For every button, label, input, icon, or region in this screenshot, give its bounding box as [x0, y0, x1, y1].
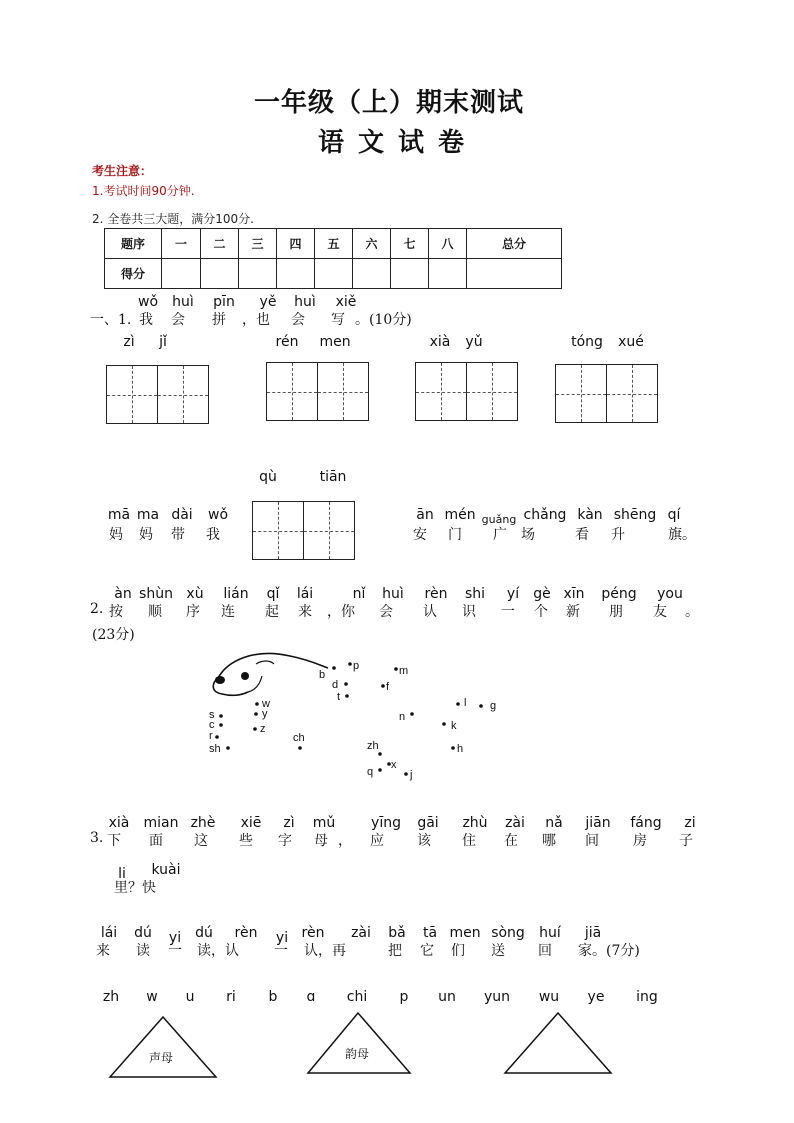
q3-hanzi-line-2: 里？快: [114, 880, 156, 896]
question-number: 2.: [90, 601, 104, 617]
hanzi: 家。(7分): [578, 943, 640, 959]
pinyin: ān: [416, 507, 434, 523]
pinyin: dài: [171, 507, 193, 523]
hanzi: 安: [413, 527, 427, 543]
letter: k: [451, 720, 457, 732]
letter: zh: [367, 740, 379, 752]
syllable[interactable]: yun: [483, 989, 511, 1005]
hanzi: 这: [194, 833, 208, 849]
pinyin: yí: [506, 586, 520, 602]
seal-mouth: [248, 676, 262, 692]
pinyin: mǔ: [312, 815, 336, 831]
pinyin: mén: [444, 507, 476, 523]
q1-hanzi-row: [0, 309, 794, 329]
pinyin: wǒ: [207, 507, 229, 523]
page-title: 一年级（上）期末测试: [254, 88, 525, 118]
house-shengmu[interactable]: [110, 1017, 216, 1077]
pinyin: huí: [539, 925, 561, 941]
hanzi: 认: [423, 604, 437, 620]
pinyin: lái: [100, 925, 118, 941]
syllable[interactable]: un: [438, 989, 456, 1005]
pinyin: sòng: [491, 925, 525, 941]
hanzi: 我: [139, 312, 153, 328]
hanzi: 写: [331, 312, 345, 328]
writing-grid-4[interactable]: [555, 364, 658, 423]
hanzi: 些: [239, 833, 253, 849]
hanzi: ，也: [242, 312, 270, 328]
score-header-cell: 一: [162, 229, 201, 259]
letter: r: [209, 730, 213, 742]
hanzi: 会: [171, 312, 185, 328]
syllable[interactable]: ye: [587, 989, 605, 1005]
writing-grid-2[interactable]: [266, 362, 369, 421]
house-label-shengmu: 声母: [149, 1051, 174, 1065]
syllable[interactable]: p: [399, 989, 409, 1005]
dot: [253, 727, 257, 731]
seal-head-outline: [218, 653, 328, 678]
pinyin: zhù: [462, 815, 488, 831]
pinyin: nǎ: [545, 815, 563, 831]
dot: [255, 702, 259, 706]
hanzi: 。: [685, 604, 699, 620]
score-header-cell: 四: [277, 229, 315, 259]
hanzi: 回: [538, 943, 552, 959]
hanzi: 一: [501, 604, 515, 620]
letter: m: [399, 665, 409, 677]
pinyin: tóng: [571, 334, 603, 350]
pinyin: men: [319, 334, 351, 350]
question-number: 3.: [90, 830, 104, 846]
hanzi: 下: [107, 833, 121, 849]
hanzi: 个: [534, 604, 548, 620]
pinyin: you: [657, 586, 683, 602]
pinyin: yīng: [371, 815, 401, 831]
dot: [254, 712, 258, 716]
syllable[interactable]: wu: [538, 989, 560, 1005]
hanzi: 来: [96, 943, 110, 959]
pinyin: gè: [533, 586, 551, 602]
dot-to-dot-seal[interactable]: [200, 640, 520, 790]
hanzi: 一: [274, 943, 288, 959]
pinyin: fáng: [630, 815, 662, 831]
hanzi: 拼: [212, 312, 226, 328]
pinyin: pīn: [213, 294, 235, 310]
hanzi: 子: [679, 833, 693, 849]
pinyin: rén: [275, 334, 299, 350]
q3-hanzi-row-3: [0, 940, 794, 960]
score-input-cell[interactable]: [429, 259, 467, 289]
hanzi: 识: [462, 604, 476, 620]
score-header-cell: 二: [201, 229, 239, 259]
notice-heading: 考生注意：: [92, 164, 153, 178]
dot: [442, 722, 446, 726]
score-table: [104, 228, 562, 289]
pinyin: shùn: [139, 586, 173, 602]
pinyin: mā: [107, 507, 131, 523]
score-header-cell: 七: [391, 229, 429, 259]
dot: [378, 752, 382, 756]
pinyin: bǎ: [388, 925, 406, 941]
dot: [381, 684, 385, 688]
pinyin: xià: [429, 334, 451, 350]
dot: [344, 682, 348, 686]
letter: f: [386, 681, 390, 693]
pinyin: kuài: [151, 862, 181, 878]
pinyin: jiān: [585, 815, 611, 831]
dot: [394, 667, 398, 671]
score-table-header-row: [105, 229, 562, 259]
pinyin: chǎng: [523, 507, 567, 523]
score-header-cell: 五: [315, 229, 353, 259]
letter: t: [337, 691, 341, 703]
hanzi: 住: [462, 833, 476, 849]
score-input-cell[interactable]: [162, 259, 201, 289]
hanzi: 按: [109, 604, 123, 620]
dot: [332, 666, 336, 670]
house-empty[interactable]: [505, 1013, 611, 1073]
hanzi: 妈: [109, 527, 123, 543]
hanzi: 会: [291, 312, 305, 328]
hanzi: 送: [491, 943, 505, 959]
pinyin: péng: [601, 586, 637, 602]
hanzi: 序: [186, 604, 200, 620]
score-header-cell: 题序: [105, 229, 162, 259]
dot: [451, 746, 455, 750]
hanzi: 场: [521, 527, 535, 543]
writing-grid-3[interactable]: [415, 362, 518, 421]
hanzi: 友: [653, 604, 667, 620]
hanzi: 读: [136, 943, 150, 959]
syllable[interactable]: ing: [636, 989, 658, 1005]
hanzi: ，你: [327, 604, 355, 620]
letter: sh: [209, 743, 221, 755]
notice-line-1: 1.考试时间90分钟.: [92, 184, 195, 198]
seal-nose: [215, 676, 225, 684]
score-input-cell[interactable]: [239, 259, 277, 289]
hanzi: 在: [504, 833, 518, 849]
hanzi: 来: [298, 604, 312, 620]
pinyin: li: [118, 866, 126, 882]
pinyin: tā: [422, 925, 438, 941]
dot: [378, 768, 382, 772]
hanzi: 旗。: [668, 527, 696, 543]
q2-score: (23分): [92, 627, 135, 643]
dot: [215, 735, 219, 739]
score-table-score-row: [105, 259, 562, 289]
hanzi: 新: [566, 604, 580, 620]
pinyin: zài: [505, 815, 525, 831]
score-header-cell: 六: [353, 229, 391, 259]
syllable[interactable]: ɑ: [306, 989, 316, 1005]
pinyin: rèn: [424, 586, 448, 602]
notice-line-2: 2. 全卷共三大题，满分100分.: [92, 212, 254, 226]
letter: x: [391, 759, 397, 771]
pinyin: lái: [296, 586, 314, 602]
score-input-cell[interactable]: [315, 259, 353, 289]
hanzi: 顺: [148, 604, 162, 620]
score-header-cell: 总分: [467, 229, 562, 259]
pinyin: zi: [684, 815, 696, 831]
pinyin: yě: [259, 294, 277, 310]
pinyin: men: [449, 925, 481, 941]
pinyin: mian: [143, 815, 179, 831]
dot: [219, 714, 223, 718]
syllable[interactable]: ri: [226, 989, 236, 1005]
letter: q: [367, 766, 374, 778]
pinyin: rèn: [234, 925, 258, 941]
pinyin: wǒ: [137, 294, 159, 310]
letter: h: [457, 743, 464, 755]
letter: j: [410, 769, 413, 781]
syllable[interactable]: chi: [346, 989, 368, 1005]
letter: z: [260, 723, 266, 735]
q3-hanzi-row: [0, 830, 794, 850]
dot: [226, 746, 230, 750]
seal-eye: [241, 672, 249, 680]
hanzi: 应: [370, 833, 384, 849]
pinyin: xué: [618, 334, 644, 350]
pinyin: zì: [123, 334, 135, 350]
hanzi: 起: [265, 604, 279, 620]
pinyin: gāi: [417, 815, 439, 831]
pinyin: zài: [351, 925, 371, 941]
letter: g: [490, 700, 497, 712]
house-yunmu[interactable]: [308, 1013, 410, 1073]
page-subtitle: 语文试卷: [318, 128, 479, 158]
hanzi: 会: [379, 604, 393, 620]
pinyin: shēng: [613, 507, 657, 523]
score-row-label: 得分: [105, 259, 162, 289]
pinyin: qǐ: [266, 586, 280, 602]
pinyin: huì: [382, 586, 404, 602]
dot: [298, 746, 302, 750]
hanzi: ，: [338, 833, 352, 849]
pinyin: xiē: [240, 815, 262, 831]
writing-grid-1[interactable]: [106, 365, 209, 424]
pinyin: tiān: [319, 469, 347, 485]
pinyin: àn: [114, 586, 132, 602]
hanzi: 升: [611, 527, 625, 543]
pinyin: xīn: [563, 586, 585, 602]
pinyin: qù: [259, 469, 277, 485]
pinyin: guǎng: [481, 513, 517, 526]
hanzi: 门: [448, 527, 462, 543]
pinyin: yǔ: [465, 334, 483, 350]
pinyin: ma: [136, 507, 160, 523]
letter: y: [262, 708, 268, 720]
score-header-cell: 八: [429, 229, 467, 259]
dot: [348, 662, 352, 666]
hanzi: 把: [388, 943, 402, 959]
pinyin: lián: [223, 586, 249, 602]
hanzi: 们: [451, 943, 465, 959]
pinyin: kàn: [577, 507, 603, 523]
score-input-cell[interactable]: [277, 259, 315, 289]
hanzi: 它: [420, 943, 434, 959]
dot: [404, 772, 408, 776]
pinyin: jiā: [584, 925, 602, 941]
letter: s: [209, 709, 215, 721]
dot: [219, 723, 223, 727]
hanzi: 哪: [542, 833, 556, 849]
pinyin: zì: [283, 815, 295, 831]
hanzi: 我: [206, 527, 220, 543]
score-input-cell[interactable]: [201, 259, 239, 289]
pinyin: nǐ: [352, 586, 366, 602]
pinyin: jǐ: [159, 334, 167, 350]
letter: b: [319, 669, 326, 681]
hanzi: 读，认: [197, 943, 239, 959]
score-input-cell[interactable]: [391, 259, 429, 289]
hanzi: 面: [149, 833, 163, 849]
letter: l: [464, 697, 467, 709]
grid5-pinyin-row: [0, 469, 794, 489]
q1-line2-hanzi-row: [0, 524, 794, 544]
hanzi: 字: [278, 833, 292, 849]
syllable[interactable]: w: [146, 989, 158, 1005]
letter: c: [209, 719, 215, 731]
syllable[interactable]: u: [185, 989, 195, 1005]
pinyin: shi: [464, 586, 486, 602]
letter: d: [332, 679, 339, 691]
hanzi: 朋: [609, 604, 623, 620]
hanzi: 间: [585, 833, 599, 849]
pinyin: dú: [134, 925, 152, 941]
hanzi: 广: [493, 527, 507, 543]
pinyin: xù: [186, 586, 204, 602]
hanzi: 带: [171, 527, 185, 543]
hanzi: 该: [417, 833, 431, 849]
hanzi: 连: [221, 604, 235, 620]
pinyin: qí: [667, 507, 681, 523]
score-input-cell[interactable]: [353, 259, 391, 289]
pinyin: yi: [168, 930, 182, 946]
syllable[interactable]: b: [268, 989, 278, 1005]
hanzi: 一: [168, 943, 182, 959]
letter: p: [353, 660, 360, 672]
pinyin: yi: [275, 930, 289, 946]
house-label-yunmu: 韵母: [345, 1047, 370, 1061]
question-number: 一、1.: [90, 312, 132, 328]
pinyin: xiě: [335, 294, 357, 310]
pinyin: zhè: [190, 815, 216, 831]
pinyin: xià: [108, 815, 130, 831]
seal-brow: [256, 661, 274, 664]
letter: w: [262, 698, 270, 710]
dot: [345, 694, 349, 698]
pinyin: dú: [195, 925, 213, 941]
pinyin: huì: [294, 294, 316, 310]
hanzi: 母: [314, 833, 328, 849]
score-header-cell: 三: [239, 229, 277, 259]
letter: n: [399, 711, 406, 723]
hanzi: 看: [575, 527, 589, 543]
pinyin: huì: [172, 294, 194, 310]
dot: [479, 704, 483, 708]
pinyin: rèn: [301, 925, 325, 941]
house-triangles: [0, 1005, 794, 1085]
syllable[interactable]: zh: [102, 989, 120, 1005]
hanzi: 认，再: [304, 943, 346, 959]
q2-hanzi-row: [0, 601, 794, 621]
dot: [410, 712, 414, 716]
score-input-cell[interactable]: [467, 259, 562, 289]
dot: [456, 702, 460, 706]
grid-pinyin-row: [0, 334, 794, 354]
letter: ch: [293, 732, 305, 744]
hanzi: 妈: [139, 527, 153, 543]
score-label: 。(10分): [355, 312, 412, 328]
hanzi: 房: [633, 833, 647, 849]
